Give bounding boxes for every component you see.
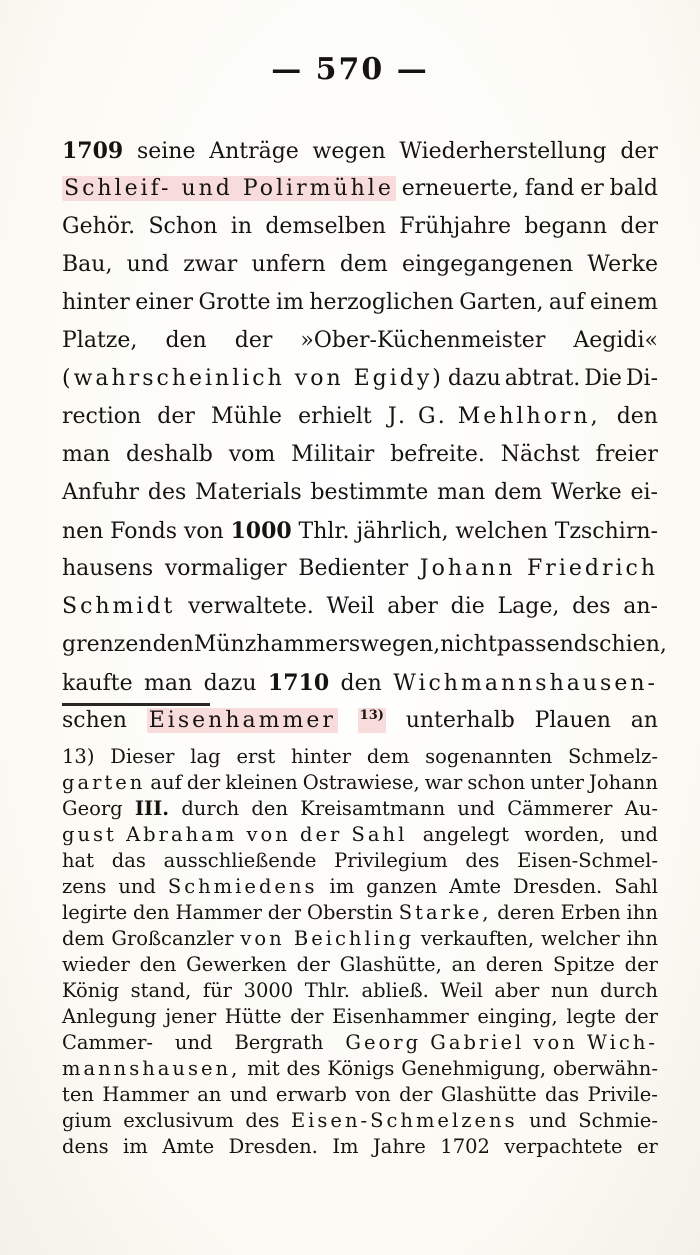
fn-word: auf xyxy=(150,771,182,794)
main-line xyxy=(62,404,658,429)
main-word: Tzschirn- xyxy=(554,519,658,544)
main-word: Di- xyxy=(625,366,658,391)
fn-word: hinter xyxy=(290,745,352,768)
main-word: Friedrich xyxy=(527,556,658,581)
fn-word: Schmiedens xyxy=(167,875,318,898)
main-word: man xyxy=(62,442,111,467)
fn-word: im xyxy=(123,1135,148,1158)
fn-line xyxy=(62,1005,658,1028)
fn-word: des xyxy=(245,1109,280,1132)
main-word: 1709 xyxy=(62,138,124,164)
main-word: eingegangenen xyxy=(401,252,574,277)
fn-word: der xyxy=(296,953,330,976)
main-line xyxy=(62,328,658,353)
main-word: Garten, xyxy=(459,290,544,315)
main-word: zwar xyxy=(183,252,238,277)
fn-word: dem xyxy=(366,745,410,768)
fn-word: Im xyxy=(332,1135,359,1158)
main-line xyxy=(62,670,658,696)
main-word: Gehör. xyxy=(62,214,136,239)
fn-word: Oberstin xyxy=(306,901,393,924)
main-word: der xyxy=(620,139,658,164)
main-word: Platze, xyxy=(62,328,138,353)
main-line xyxy=(62,176,658,201)
main-word: dem xyxy=(494,480,543,505)
fn-word: Eisenhammer xyxy=(332,1005,469,1028)
fn-word: kleinen xyxy=(225,771,298,794)
fn-word: deren xyxy=(497,901,555,924)
fn-word: Johann xyxy=(589,771,658,794)
fn-word: welcher xyxy=(540,927,620,950)
main-word: einem xyxy=(589,290,658,315)
main-word: Lage, xyxy=(497,594,560,619)
main-line xyxy=(62,594,658,619)
main-word: schen xyxy=(62,708,127,734)
fn-word: und xyxy=(457,797,495,820)
fn-word: Cämmerer xyxy=(507,797,613,820)
fn-word: das xyxy=(111,849,146,872)
main-word: Aegidi« xyxy=(573,328,658,353)
main-word: J. G. Mehlhorn, xyxy=(387,404,601,429)
fn-word: ten xyxy=(62,1083,94,1106)
fn-word: sogenannten xyxy=(425,745,553,768)
fn-word: den xyxy=(133,901,170,924)
fn-word: Dresden. xyxy=(228,1135,318,1158)
fn-word: Anlegung xyxy=(62,1005,157,1028)
fn-line xyxy=(62,849,658,872)
main-word: erhielt xyxy=(298,404,372,429)
main-word: wegen xyxy=(312,139,386,164)
fn-word: Amte xyxy=(449,875,502,898)
main-line xyxy=(62,290,658,315)
main-word: rection xyxy=(62,404,142,429)
main-word: Thlr. xyxy=(298,519,350,544)
fn-word: Amte xyxy=(162,1135,215,1158)
main-word: nicht xyxy=(440,632,497,657)
main-word: vormaliger xyxy=(164,556,287,581)
fn-word: schon xyxy=(467,771,526,794)
fn-word: garten xyxy=(62,771,146,794)
fn-word: gium xyxy=(62,1109,112,1132)
fn-line xyxy=(62,1031,658,1054)
fn-word: durch xyxy=(600,979,658,1002)
main-word: schien, xyxy=(587,632,667,657)
main-word: der xyxy=(234,328,273,353)
fn-word: angelegt xyxy=(422,823,510,846)
fn-word: zens xyxy=(62,875,107,898)
fn-line xyxy=(62,1057,658,1080)
main-word: Bau, xyxy=(62,252,113,277)
main-word: »Ober-Küchenmeister xyxy=(300,328,546,353)
fn-word: 1702 xyxy=(440,1135,490,1158)
fn-word: der xyxy=(290,1005,324,1028)
main-word: in xyxy=(230,214,252,239)
main-word: einer xyxy=(135,290,193,315)
fn-word: Cammer- xyxy=(62,1031,153,1054)
page-number: — 570 — xyxy=(271,52,429,87)
main-word: grenzenden xyxy=(62,632,194,657)
main-word: seine xyxy=(136,139,196,164)
footnote-reference[interactable]: 13) xyxy=(359,708,384,723)
fn-word: erwarb xyxy=(275,1083,347,1106)
main-word: der xyxy=(157,404,195,429)
fn-word: Genehmigung, xyxy=(401,1057,547,1080)
fn-word: Starke, xyxy=(398,901,492,924)
main-word: Weil xyxy=(326,594,375,619)
fn-word: gust Abraham von der Sahl xyxy=(62,823,408,846)
main-word: an- xyxy=(623,594,658,619)
fn-line xyxy=(62,1083,658,1106)
main-word: Wichmannshausen- xyxy=(393,671,658,696)
fn-word: Großcanzler xyxy=(111,927,234,950)
fn-word: und xyxy=(529,1109,567,1132)
fn-word: Kreisamtmann xyxy=(300,797,446,820)
main-word: nen xyxy=(62,519,104,544)
main-word: Schmidt xyxy=(62,594,176,619)
main-word: Materials xyxy=(195,480,302,505)
fn-word: abließ. xyxy=(361,979,429,1002)
fn-line xyxy=(62,797,658,820)
main-line xyxy=(62,138,658,164)
fn-word: das xyxy=(545,1083,580,1106)
fn-word: nun xyxy=(550,979,589,1002)
fn-line xyxy=(62,927,658,950)
fn-word: Hammer xyxy=(102,1083,189,1106)
main-word: die xyxy=(450,594,485,619)
main-word: 1710 xyxy=(267,670,330,696)
main-word: Bedienter xyxy=(298,556,409,581)
fn-word: den xyxy=(251,797,289,820)
fn-word: Glashütte, xyxy=(339,953,442,976)
fn-word: mit xyxy=(247,1057,280,1080)
fn-line xyxy=(62,771,658,794)
main-word: erneuerte, xyxy=(401,176,520,201)
main-word: den xyxy=(616,404,658,429)
fn-word: für xyxy=(202,979,232,1002)
fn-line xyxy=(62,1135,658,1158)
fn-word: legte xyxy=(566,1005,616,1028)
fn-word: der xyxy=(267,901,302,924)
fn-word: einging, xyxy=(477,1005,558,1028)
main-word: Die xyxy=(584,366,622,391)
main-word: Militair xyxy=(291,442,375,467)
footnote-rule xyxy=(62,703,210,706)
main-word: dazu xyxy=(203,671,257,696)
fn-word: lag xyxy=(190,745,221,768)
main-word: und xyxy=(126,252,170,277)
fn-word: mannshausen, xyxy=(62,1057,241,1080)
fn-word: Privilegium xyxy=(334,849,448,872)
main-word: jährlich, xyxy=(356,519,449,544)
fn-word: aber xyxy=(494,979,540,1002)
fn-word: Sahl xyxy=(614,875,658,898)
fn-word: verkauften, xyxy=(420,927,535,950)
main-word: Anfuhr xyxy=(62,480,140,505)
fn-word: Schmelz- xyxy=(567,745,658,768)
fn-word: im xyxy=(329,875,355,898)
main-word: Nächst xyxy=(500,442,580,467)
fn-word: Spitze xyxy=(553,953,615,976)
main-word: unterhalb xyxy=(405,708,515,734)
main-line xyxy=(62,518,658,544)
main-word: der xyxy=(620,214,658,239)
fn-line xyxy=(62,875,658,898)
fn-word: der xyxy=(186,771,221,794)
fn-word: und xyxy=(620,823,658,846)
main-word: Werke xyxy=(587,252,658,277)
main-word: welchen xyxy=(455,519,548,544)
main-word: Anträge xyxy=(209,139,299,164)
fn-word: Thlr. xyxy=(304,979,350,1002)
main-word: dazu xyxy=(447,366,501,391)
main-word: Johann xyxy=(419,556,516,581)
main-word xyxy=(358,708,386,733)
fn-word: Jahre xyxy=(372,1135,426,1158)
fn-word: den xyxy=(139,953,177,976)
fn-word: 3000 xyxy=(243,979,294,1002)
fn-word: exclusivum xyxy=(123,1109,234,1132)
main-word: herzoglichen xyxy=(309,290,454,315)
fn-word: Schmie- xyxy=(578,1109,658,1132)
fn-word: Hammer xyxy=(175,901,262,924)
main-word: Frühjahre xyxy=(399,214,512,239)
main-word: demselben xyxy=(265,214,386,239)
main-word: unfern xyxy=(251,252,326,277)
fn-word: Georg Gabriel von Wich- xyxy=(345,1031,658,1054)
fn-word: der xyxy=(399,1083,433,1106)
main-line xyxy=(62,708,658,733)
fn-word: erst xyxy=(236,745,276,768)
fn-word: König xyxy=(62,979,120,1002)
fn-word: Privile- xyxy=(587,1083,658,1106)
fn-line xyxy=(62,979,658,1002)
main-word: Eisenhammer xyxy=(148,708,336,734)
fn-word: Eisen-Schmel- xyxy=(517,849,658,872)
main-word: auf xyxy=(548,290,585,315)
fn-word: ihn xyxy=(626,901,658,924)
main-line xyxy=(62,556,658,581)
fn-word: Ostrawiese, xyxy=(302,771,420,794)
fn-word: unter xyxy=(530,771,585,794)
main-line xyxy=(62,632,667,657)
main-line xyxy=(62,366,658,391)
main-word: bald xyxy=(609,176,658,201)
main-word: von xyxy=(183,519,224,544)
fn-word: ausschließende xyxy=(163,849,317,872)
main-word: im xyxy=(275,290,304,315)
fn-word: hat xyxy=(62,849,95,872)
main-word: passend xyxy=(496,632,588,657)
main-word: verwaltete. xyxy=(188,594,314,619)
fn-word: er xyxy=(637,1135,658,1158)
main-word: fand xyxy=(524,176,575,201)
fn-word: stand, xyxy=(130,979,192,1002)
main-word: aber xyxy=(387,594,438,619)
fn-line xyxy=(62,823,658,846)
main-line xyxy=(62,480,658,505)
fn-word: ganzen xyxy=(366,875,438,898)
main-word: bestimmte xyxy=(310,480,429,505)
fn-word: Dresden. xyxy=(512,875,603,898)
fn-word: und xyxy=(118,875,156,898)
fn-word: an xyxy=(197,1083,222,1106)
fn-word: legirte xyxy=(62,901,128,924)
main-word: an xyxy=(630,708,658,734)
main-word: wegen, xyxy=(360,632,441,657)
fn-word: Bergrath xyxy=(234,1031,324,1054)
fn-word: dem xyxy=(62,927,105,950)
main-word: Mühle xyxy=(211,404,282,429)
main-word: des xyxy=(147,480,187,505)
main-word: Münzhammers xyxy=(193,632,361,657)
main-word: deshalb xyxy=(126,442,213,467)
fn-word: Glashütte xyxy=(440,1083,537,1106)
fn-word: dens xyxy=(62,1135,109,1158)
main-word: man xyxy=(437,480,486,505)
main-word: hinter xyxy=(62,290,130,315)
main-word: vom xyxy=(228,442,276,467)
fn-word: Eisen-Schmelzens xyxy=(290,1109,518,1132)
fn-word: an xyxy=(451,953,476,976)
fn-word: wieder xyxy=(62,953,130,976)
main-word: abtrat. xyxy=(504,366,581,391)
main-word: (wahrscheinlich von Egidy) xyxy=(62,366,444,391)
fn-word: Königs xyxy=(327,1057,395,1080)
fn-line xyxy=(62,901,658,924)
main-word: Schleif- und Polirmühle xyxy=(64,176,394,201)
main-word: freier xyxy=(595,442,658,467)
main-word: des xyxy=(572,594,611,619)
fn-word: des xyxy=(465,849,500,872)
main-word: Schon xyxy=(148,214,218,239)
main-word: begann xyxy=(524,214,608,239)
fn-word: verpachtete xyxy=(504,1135,623,1158)
main-word: dem xyxy=(339,252,388,277)
fn-word: oberwähn- xyxy=(552,1057,658,1080)
fn-word: und xyxy=(229,1083,268,1106)
fn-word: Au- xyxy=(624,797,658,820)
main-line xyxy=(62,252,658,277)
fn-word: war xyxy=(424,771,463,794)
fn-word: von Beichling xyxy=(240,927,415,950)
main-word: hausens xyxy=(62,556,154,581)
main-word: er xyxy=(580,176,604,201)
main-word: Wiederherstellung xyxy=(399,139,607,164)
fn-line xyxy=(62,953,658,976)
main-word: kaufte xyxy=(62,671,133,696)
fn-line xyxy=(62,1109,658,1132)
fn-word: von xyxy=(355,1083,391,1106)
fn-word: jener xyxy=(165,1005,217,1028)
fn-word: der xyxy=(624,953,658,976)
fn-word: worden, xyxy=(524,823,605,846)
main-word: 1000 xyxy=(230,518,292,544)
main-word: man xyxy=(144,671,193,696)
fn-word: Dieser xyxy=(110,745,175,768)
fn-word: Georg xyxy=(62,797,123,820)
fn-word: und xyxy=(174,1031,213,1054)
fn-word: 13) xyxy=(62,745,95,768)
main-word: Plauen xyxy=(534,708,611,734)
fn-word: Weil xyxy=(440,979,483,1002)
main-word: Fonds xyxy=(110,519,178,544)
main-word: den xyxy=(340,671,382,696)
fn-word: des xyxy=(286,1057,321,1080)
fn-word: der xyxy=(624,1005,658,1028)
main-word: Grotte xyxy=(198,290,271,315)
fn-word: III. xyxy=(134,797,170,820)
main-word: Werke xyxy=(550,480,622,505)
fn-word: Gewerken xyxy=(186,953,287,976)
fn-word: Hütte xyxy=(224,1005,282,1028)
fn-line xyxy=(62,745,658,768)
fn-word: ihn xyxy=(626,927,658,950)
main-word: den xyxy=(165,328,207,353)
main-word: ei- xyxy=(630,480,658,505)
fn-word: durch xyxy=(181,797,240,820)
main-line xyxy=(62,442,658,467)
main-line xyxy=(62,214,658,239)
main-word: befreite. xyxy=(390,442,485,467)
fn-word: deren xyxy=(485,953,544,976)
fn-word: Erben xyxy=(560,901,621,924)
